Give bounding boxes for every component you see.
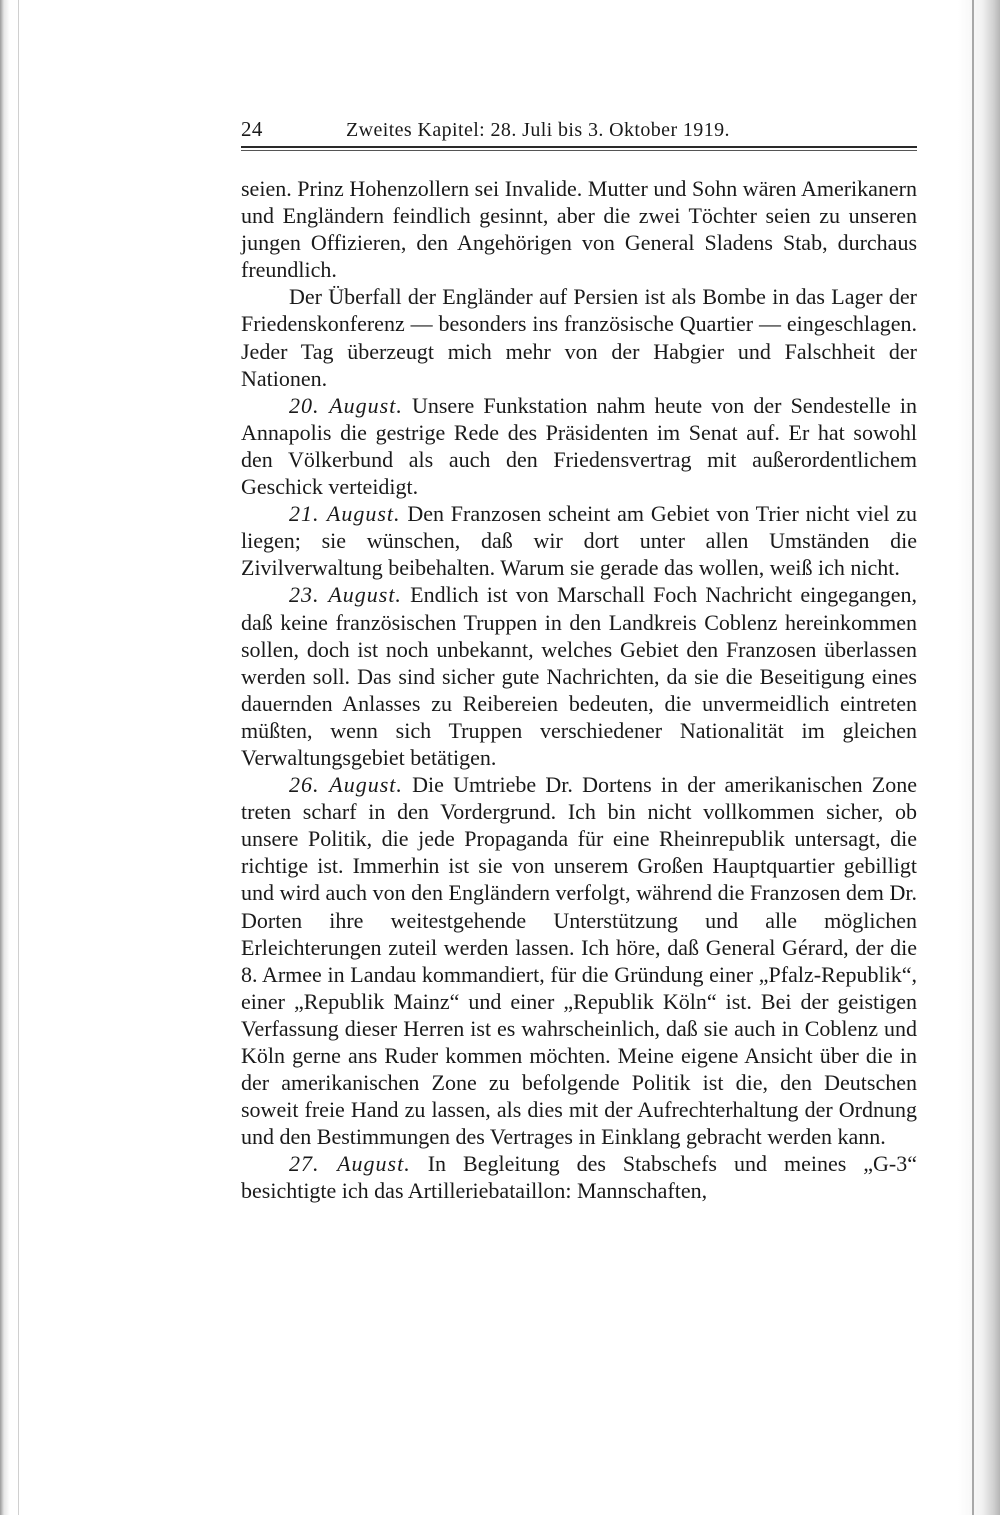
entry-date: 20. August. xyxy=(289,392,403,418)
entry-date: 26. August. xyxy=(289,772,403,798)
page-header xyxy=(241,112,917,146)
page-number: 24 xyxy=(241,117,263,141)
scan-left-edge xyxy=(0,0,10,1515)
entry-text: Den Franzosen scheint am Gebiet von Trier nicht viel zu liegen; sie wünschen, daß wir dort unter allen Umständen die Zivilverwaltung beibehalten. Warum sie gerade das wollen, weiß ich nicht. xyxy=(241,501,918,581)
diary-entry-26-august xyxy=(241,771,917,1150)
entry-text: Unsere Funkstation nahm heute von der Sendestelle in Annapolis die gestrige Rede des Präsidenten im Senat auf. Er hat sowohl den Völkerbund als auch den Friedensvertrag mit außerordentlichem Geschick verteidigt. xyxy=(241,392,918,500)
entry-date: 21. August. xyxy=(289,501,401,527)
header-rule xyxy=(241,146,917,148)
diary-entry-27-august xyxy=(241,1150,917,1204)
running-title: Zweites Kapitel: 28. Juli bis 3. Oktober 1919. xyxy=(346,119,730,141)
entry-text: Die Umtriebe Dr. Dortens in der amerikanischen Zone treten scharf in den Vordergrund. Ich bin nicht vollkommen sicher, ob unsere Politik, die jede Propaganda für eine Rheinrepublik untersagt, die richtige ist. Immerhin ist sie von unserem Großen Hauptquartier gebilligt und wird auch von den Engländern verfolgt, während die Franzosen dem Dr. Dorten ihre weitestgehende Unterstützung und alle möglichen Erleichterungen zuteil werden lassen. Ich höre, daß General Gérard, der die 8. Armee in Landau kommandiert, für die Gründung einer „Pfalz-Republik“, einer „Republik Mainz“ und einer „Republik Köln“ ist. Bei der geistigen Verfassung dieser Herren ist es wahrscheinlich, daß sie auch in Coblenz und Köln gerne ans Ruder kommen möchten. Meine eigene Ansicht über die in der amerikanischen Zone zu befolgende Politik ist die, den Deutschen soweit freie Hand zu lassen, als dies mit der Aufrechterhaltung der Ordnung und den Bestimmungen des Vertrages in Einklang gebracht werden kann. xyxy=(241,772,917,1150)
entry-date: 23. August. xyxy=(289,582,402,608)
paragraph-1-text: seien. Prinz Hohenzollern sei Invalide. Mutter und Sohn wären Amerikanern und Engländern feindlich gesinnt, aber die zwei Töchter seien zu unseren jungen Offizieren, den Angehörigen von General Sladens Stab, durchaus freundlich. xyxy=(241,176,917,283)
book-page xyxy=(241,112,917,1205)
paragraph-2 xyxy=(241,283,917,391)
scan-right-line xyxy=(972,0,974,1515)
diary-entry-23-august xyxy=(241,581,917,771)
diary-entry-20-august xyxy=(241,392,917,500)
paragraph-2-text: Der Überfall der Engländer auf Persien ist als Bombe in das Lager der Friedenskonferenz — besonders ins französische Quartier — eingeschlagen. Jeder Tag überzeugt mich mehr von der Habgier und Falschheit der Nationen. xyxy=(241,284,917,391)
diary-entry-21-august xyxy=(241,500,917,581)
header-rule-thin xyxy=(241,150,917,151)
paragraph-1 xyxy=(241,175,917,283)
entry-text: In Begleitung des Stabschefs und meines „G-3“ besichtigte ich das Artilleriebataillon: Mannschaften, xyxy=(241,1151,918,1204)
entry-text: Endlich ist von Marschall Foch Nachricht eingegangen, daß keine französischen Truppen in den Landkreis Coblenz hereinkommen sollen, doch ist noch unbekannt, welches Gebiet den Franzosen überlassen werden soll. Das sind sicher gute Nachrichten, da sie die Beseitigung eines dauernden Anlasses zu Reibereien bedeuten, die unvermeidlich eintreten müßten, wenn sich Truppen verschiedener Nationalität im gleichen Verwaltungsgebiet betätigen. xyxy=(241,582,918,770)
scan-right-edge xyxy=(958,0,1000,1515)
scan-left-line xyxy=(18,0,19,1515)
entry-date: 27. August. xyxy=(289,1151,411,1177)
body-text xyxy=(241,175,917,1205)
